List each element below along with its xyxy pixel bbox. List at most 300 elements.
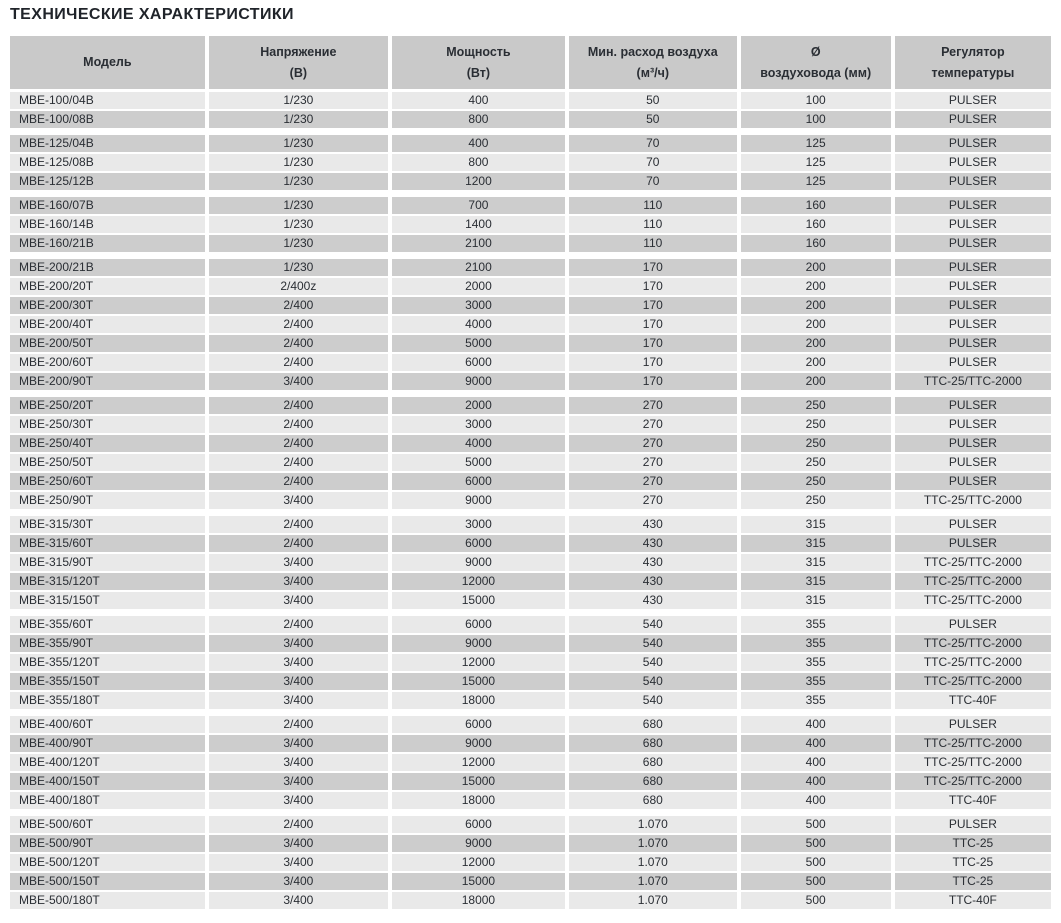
diameter-cell: 200 — [739, 259, 893, 277]
voltage-cell: 2/400 — [207, 296, 390, 315]
regulator-cell: PULSER — [893, 472, 1051, 491]
regulator-cell: TTC-25/TTC-2000 — [893, 491, 1051, 510]
power-cell: 2100 — [390, 234, 567, 253]
voltage-cell: 2/400 — [207, 453, 390, 472]
column-header-line1: Напряжение — [260, 45, 337, 60]
diameter-cell: 500 — [739, 853, 893, 872]
model-cell: MBE-500/150T — [10, 872, 207, 891]
table-row — [10, 315, 1051, 334]
voltage-cell: 3/400 — [207, 753, 390, 772]
voltage-cell: 2/400 — [207, 534, 390, 553]
power-cell: 6000 — [390, 353, 567, 372]
power-cell: 1200 — [390, 172, 567, 191]
regulator-cell: TTC-25/TTC-2000 — [893, 591, 1051, 610]
voltage-cell: 3/400 — [207, 372, 390, 391]
regulator-cell: TTC-25/TTC-2000 — [893, 372, 1051, 391]
voltage-cell: 2/400 — [207, 434, 390, 453]
table-row — [10, 110, 1051, 129]
power-cell: 3000 — [390, 415, 567, 434]
voltage-cell: 2/400 — [207, 334, 390, 353]
regulator-cell: TTC-25/TTC-2000 — [893, 772, 1051, 791]
diameter-cell: 200 — [739, 315, 893, 334]
table-row — [10, 91, 1051, 111]
power-cell: 4000 — [390, 434, 567, 453]
regulator-cell: PULSER — [893, 415, 1051, 434]
airflow-cell: 540 — [567, 653, 739, 672]
table-row — [10, 415, 1051, 434]
power-cell: 15000 — [390, 672, 567, 691]
voltage-cell: 1/230 — [207, 259, 390, 277]
voltage-cell: 3/400 — [207, 653, 390, 672]
model-cell: MBE-315/150T — [10, 591, 207, 610]
voltage-cell: 1/230 — [207, 91, 390, 111]
diameter-cell: 100 — [739, 110, 893, 129]
power-cell: 400 — [390, 135, 567, 153]
model-cell: MBE-500/90T — [10, 834, 207, 853]
table-row — [10, 135, 1051, 153]
model-cell: MBE-315/90T — [10, 553, 207, 572]
diameter-cell: 355 — [739, 691, 893, 710]
airflow-cell: 170 — [567, 334, 739, 353]
table-row — [10, 816, 1051, 834]
regulator-cell: TTC-25/TTC-2000 — [893, 672, 1051, 691]
model-cell: MBE-355/90T — [10, 634, 207, 653]
diameter-cell: 200 — [739, 296, 893, 315]
voltage-cell: 2/400z — [207, 277, 390, 296]
diameter-cell: 355 — [739, 672, 893, 691]
table-row — [10, 653, 1051, 672]
diameter-cell: 500 — [739, 891, 893, 910]
power-cell: 2000 — [390, 277, 567, 296]
model-cell: MBE-200/90T — [10, 372, 207, 391]
power-cell: 9000 — [390, 553, 567, 572]
diameter-cell: 200 — [739, 334, 893, 353]
airflow-cell: 540 — [567, 672, 739, 691]
voltage-cell: 1/230 — [207, 110, 390, 129]
model-cell: MBE-100/08B — [10, 110, 207, 129]
model-cell: MBE-250/40T — [10, 434, 207, 453]
column-header-airflow — [567, 36, 739, 91]
airflow-cell: 170 — [567, 277, 739, 296]
model-cell: MBE-315/60T — [10, 534, 207, 553]
model-cell: MBE-125/04B — [10, 135, 207, 153]
diameter-cell: 160 — [739, 234, 893, 253]
regulator-cell: PULSER — [893, 296, 1051, 315]
spec-table — [10, 36, 1051, 911]
diameter-cell: 400 — [739, 753, 893, 772]
table-row — [10, 716, 1051, 734]
diameter-cell: 100 — [739, 91, 893, 111]
diameter-cell: 400 — [739, 716, 893, 734]
airflow-cell: 70 — [567, 172, 739, 191]
power-cell: 6000 — [390, 716, 567, 734]
voltage-cell: 1/230 — [207, 172, 390, 191]
power-cell: 6000 — [390, 816, 567, 834]
airflow-cell: 270 — [567, 491, 739, 510]
airflow-cell: 270 — [567, 472, 739, 491]
diameter-cell: 315 — [739, 553, 893, 572]
table-body — [10, 91, 1051, 911]
voltage-cell: 3/400 — [207, 772, 390, 791]
column-header-line1: Модель — [83, 55, 132, 70]
airflow-cell: 70 — [567, 153, 739, 172]
table-row — [10, 516, 1051, 534]
column-header-line2: (м³/ч) — [636, 65, 670, 80]
airflow-cell: 1.070 — [567, 853, 739, 872]
regulator-cell: PULSER — [893, 434, 1051, 453]
table-row — [10, 259, 1051, 277]
column-header-line2: (Вт) — [466, 65, 491, 80]
diameter-cell: 315 — [739, 591, 893, 610]
table-row — [10, 834, 1051, 853]
airflow-cell: 680 — [567, 791, 739, 810]
column-header-line1: Мин. расход воздуха — [587, 45, 718, 60]
voltage-cell: 1/230 — [207, 153, 390, 172]
regulator-cell: PULSER — [893, 453, 1051, 472]
table-row — [10, 753, 1051, 772]
airflow-cell: 110 — [567, 215, 739, 234]
airflow-cell: 270 — [567, 453, 739, 472]
model-cell: MBE-200/20T — [10, 277, 207, 296]
table-header — [10, 36, 1051, 91]
regulator-cell: TTC-25 — [893, 834, 1051, 853]
airflow-cell: 270 — [567, 397, 739, 415]
power-cell: 12000 — [390, 753, 567, 772]
model-cell: MBE-250/30T — [10, 415, 207, 434]
column-header-voltage — [207, 36, 390, 91]
table-row — [10, 772, 1051, 791]
regulator-cell: PULSER — [893, 816, 1051, 834]
airflow-cell: 430 — [567, 516, 739, 534]
model-cell: MBE-160/14B — [10, 215, 207, 234]
voltage-cell: 2/400 — [207, 716, 390, 734]
power-cell: 12000 — [390, 572, 567, 591]
model-cell: MBE-400/120T — [10, 753, 207, 772]
diameter-cell: 500 — [739, 816, 893, 834]
table-row — [10, 397, 1051, 415]
model-cell: MBE-250/20T — [10, 397, 207, 415]
power-cell: 9000 — [390, 491, 567, 510]
voltage-cell: 2/400 — [207, 415, 390, 434]
model-cell: MBE-355/120T — [10, 653, 207, 672]
voltage-cell: 2/400 — [207, 353, 390, 372]
model-cell: MBE-200/60T — [10, 353, 207, 372]
voltage-cell: 3/400 — [207, 891, 390, 910]
regulator-cell: TTC-25/TTC-2000 — [893, 572, 1051, 591]
voltage-cell: 3/400 — [207, 734, 390, 753]
airflow-cell: 1.070 — [567, 834, 739, 853]
column-header-diameter — [739, 36, 893, 91]
regulator-cell: PULSER — [893, 353, 1051, 372]
voltage-cell: 2/400 — [207, 816, 390, 834]
column-header-line1: Регулятор — [941, 45, 1005, 60]
airflow-cell: 430 — [567, 553, 739, 572]
voltage-cell: 3/400 — [207, 791, 390, 810]
table-row — [10, 197, 1051, 215]
voltage-cell: 1/230 — [207, 197, 390, 215]
diameter-cell: 250 — [739, 472, 893, 491]
table-row — [10, 172, 1051, 191]
regulator-cell: PULSER — [893, 277, 1051, 296]
airflow-cell: 50 — [567, 91, 739, 111]
header-row — [10, 36, 1051, 91]
model-cell: MBE-250/90T — [10, 491, 207, 510]
model-cell: MBE-160/21B — [10, 234, 207, 253]
power-cell: 6000 — [390, 472, 567, 491]
table-row — [10, 372, 1051, 391]
airflow-cell: 50 — [567, 110, 739, 129]
power-cell: 6000 — [390, 534, 567, 553]
power-cell: 15000 — [390, 772, 567, 791]
power-cell: 4000 — [390, 315, 567, 334]
table-row — [10, 691, 1051, 710]
table-row — [10, 634, 1051, 653]
table-row — [10, 534, 1051, 553]
power-cell: 15000 — [390, 872, 567, 891]
table-row — [10, 616, 1051, 634]
power-cell: 400 — [390, 91, 567, 111]
power-cell: 12000 — [390, 653, 567, 672]
diameter-cell: 315 — [739, 534, 893, 553]
diameter-cell: 250 — [739, 415, 893, 434]
diameter-cell: 355 — [739, 653, 893, 672]
diameter-cell: 315 — [739, 572, 893, 591]
diameter-cell: 125 — [739, 135, 893, 153]
model-cell: MBE-200/21B — [10, 259, 207, 277]
regulator-cell: TTC-25/TTC-2000 — [893, 553, 1051, 572]
table-row — [10, 277, 1051, 296]
airflow-cell: 270 — [567, 434, 739, 453]
regulator-cell: TTC-25/TTC-2000 — [893, 653, 1051, 672]
column-header-regulator — [893, 36, 1051, 91]
diameter-cell: 250 — [739, 434, 893, 453]
power-cell: 3000 — [390, 516, 567, 534]
power-cell: 9000 — [390, 634, 567, 653]
regulator-cell: PULSER — [893, 91, 1051, 111]
power-cell: 6000 — [390, 616, 567, 634]
airflow-cell: 170 — [567, 372, 739, 391]
airflow-cell: 70 — [567, 135, 739, 153]
regulator-cell: PULSER — [893, 259, 1051, 277]
power-cell: 2000 — [390, 397, 567, 415]
power-cell: 9000 — [390, 734, 567, 753]
diameter-cell: 500 — [739, 872, 893, 891]
airflow-cell: 110 — [567, 197, 739, 215]
airflow-cell: 540 — [567, 616, 739, 634]
airflow-cell: 680 — [567, 753, 739, 772]
voltage-cell: 3/400 — [207, 634, 390, 653]
power-cell: 18000 — [390, 691, 567, 710]
airflow-cell: 170 — [567, 259, 739, 277]
table-row — [10, 672, 1051, 691]
regulator-cell: PULSER — [893, 110, 1051, 129]
voltage-cell: 3/400 — [207, 853, 390, 872]
model-cell: MBE-400/90T — [10, 734, 207, 753]
power-cell: 9000 — [390, 834, 567, 853]
table-row — [10, 353, 1051, 372]
model-cell: MBE-315/120T — [10, 572, 207, 591]
regulator-cell: PULSER — [893, 234, 1051, 253]
regulator-cell: TTC-25 — [893, 853, 1051, 872]
airflow-cell: 680 — [567, 734, 739, 753]
power-cell: 800 — [390, 153, 567, 172]
voltage-cell: 1/230 — [207, 234, 390, 253]
table-row — [10, 215, 1051, 234]
power-cell: 15000 — [390, 591, 567, 610]
table-row — [10, 891, 1051, 910]
regulator-cell: PULSER — [893, 172, 1051, 191]
voltage-cell: 3/400 — [207, 553, 390, 572]
power-cell: 2100 — [390, 259, 567, 277]
table-row — [10, 434, 1051, 453]
airflow-cell: 110 — [567, 234, 739, 253]
regulator-cell: PULSER — [893, 215, 1051, 234]
regulator-cell: PULSER — [893, 315, 1051, 334]
regulator-cell: TTC-25/TTC-2000 — [893, 634, 1051, 653]
model-cell: MBE-200/30T — [10, 296, 207, 315]
model-cell: MBE-250/50T — [10, 453, 207, 472]
airflow-cell: 430 — [567, 591, 739, 610]
regulator-cell: PULSER — [893, 135, 1051, 153]
column-header-power — [390, 36, 567, 91]
model-cell: MBE-160/07B — [10, 197, 207, 215]
voltage-cell: 2/400 — [207, 616, 390, 634]
model-cell: MBE-355/180T — [10, 691, 207, 710]
diameter-cell: 400 — [739, 791, 893, 810]
model-cell: MBE-315/30T — [10, 516, 207, 534]
diameter-cell: 315 — [739, 516, 893, 534]
power-cell: 700 — [390, 197, 567, 215]
regulator-cell: PULSER — [893, 397, 1051, 415]
column-header-line1: Мощность — [446, 45, 511, 60]
column-header-line1: Ø — [810, 45, 821, 60]
table-row — [10, 553, 1051, 572]
table-row — [10, 234, 1051, 253]
voltage-cell: 2/400 — [207, 472, 390, 491]
table-row — [10, 296, 1051, 315]
diameter-cell: 160 — [739, 215, 893, 234]
diameter-cell: 355 — [739, 616, 893, 634]
voltage-cell: 3/400 — [207, 672, 390, 691]
table-row — [10, 491, 1051, 510]
regulator-cell: TTC-25 — [893, 872, 1051, 891]
table-row — [10, 791, 1051, 810]
model-cell: MBE-400/150T — [10, 772, 207, 791]
table-row — [10, 472, 1051, 491]
airflow-cell: 270 — [567, 415, 739, 434]
voltage-cell: 1/230 — [207, 215, 390, 234]
column-header-line2: температуры — [931, 65, 1015, 80]
diameter-cell: 250 — [739, 491, 893, 510]
column-header-line2: (В) — [289, 65, 308, 80]
airflow-cell: 170 — [567, 353, 739, 372]
diameter-cell: 160 — [739, 197, 893, 215]
model-cell: MBE-200/50T — [10, 334, 207, 353]
regulator-cell: PULSER — [893, 334, 1051, 353]
voltage-cell: 3/400 — [207, 572, 390, 591]
diameter-cell: 250 — [739, 453, 893, 472]
table-row — [10, 453, 1051, 472]
voltage-cell: 3/400 — [207, 491, 390, 510]
power-cell: 18000 — [390, 791, 567, 810]
diameter-cell: 400 — [739, 734, 893, 753]
voltage-cell: 2/400 — [207, 516, 390, 534]
airflow-cell: 1.070 — [567, 891, 739, 910]
page-title: ТЕХНИЧЕСКИЕ ХАРАКТЕРИСТИКИ — [10, 6, 294, 23]
voltage-cell: 2/400 — [207, 397, 390, 415]
regulator-cell: PULSER — [893, 716, 1051, 734]
diameter-cell: 125 — [739, 153, 893, 172]
model-cell: MBE-355/60T — [10, 616, 207, 634]
voltage-cell: 1/230 — [207, 135, 390, 153]
voltage-cell: 3/400 — [207, 691, 390, 710]
table-row — [10, 591, 1051, 610]
diameter-cell: 400 — [739, 772, 893, 791]
model-cell: MBE-400/60T — [10, 716, 207, 734]
diameter-cell: 125 — [739, 172, 893, 191]
power-cell: 9000 — [390, 372, 567, 391]
airflow-cell: 540 — [567, 691, 739, 710]
table-row — [10, 853, 1051, 872]
table-row — [10, 153, 1051, 172]
airflow-cell: 430 — [567, 534, 739, 553]
model-cell: MBE-200/40T — [10, 315, 207, 334]
power-cell: 12000 — [390, 853, 567, 872]
airflow-cell: 170 — [567, 296, 739, 315]
table-row — [10, 872, 1051, 891]
regulator-cell: PULSER — [893, 197, 1051, 215]
regulator-cell: TTC-40F — [893, 891, 1051, 910]
diameter-cell: 200 — [739, 353, 893, 372]
power-cell: 800 — [390, 110, 567, 129]
regulator-cell: TTC-40F — [893, 691, 1051, 710]
regulator-cell: TTC-25/TTC-2000 — [893, 734, 1051, 753]
regulator-cell: PULSER — [893, 616, 1051, 634]
column-header-line2: воздуховода (мм) — [760, 65, 872, 80]
model-cell: MBE-500/60T — [10, 816, 207, 834]
airflow-cell: 680 — [567, 716, 739, 734]
column-header-model — [10, 36, 207, 91]
table-row — [10, 572, 1051, 591]
voltage-cell: 3/400 — [207, 872, 390, 891]
power-cell: 3000 — [390, 296, 567, 315]
power-cell: 18000 — [390, 891, 567, 910]
airflow-cell: 540 — [567, 634, 739, 653]
table-row — [10, 334, 1051, 353]
model-cell: MBE-500/180T — [10, 891, 207, 910]
diameter-cell: 250 — [739, 397, 893, 415]
voltage-cell: 2/400 — [207, 315, 390, 334]
model-cell: MBE-125/08B — [10, 153, 207, 172]
airflow-cell: 680 — [567, 772, 739, 791]
diameter-cell: 500 — [739, 834, 893, 853]
airflow-cell: 1.070 — [567, 816, 739, 834]
model-cell: MBE-100/04B — [10, 91, 207, 111]
diameter-cell: 200 — [739, 372, 893, 391]
voltage-cell: 3/400 — [207, 834, 390, 853]
regulator-cell: PULSER — [893, 534, 1051, 553]
diameter-cell: 355 — [739, 634, 893, 653]
model-cell: MBE-355/150T — [10, 672, 207, 691]
table-row — [10, 734, 1051, 753]
voltage-cell: 3/400 — [207, 591, 390, 610]
model-cell: MBE-500/120T — [10, 853, 207, 872]
airflow-cell: 430 — [567, 572, 739, 591]
diameter-cell: 200 — [739, 277, 893, 296]
regulator-cell: PULSER — [893, 153, 1051, 172]
regulator-cell: TTC-25/TTC-2000 — [893, 753, 1051, 772]
airflow-cell: 1.070 — [567, 872, 739, 891]
